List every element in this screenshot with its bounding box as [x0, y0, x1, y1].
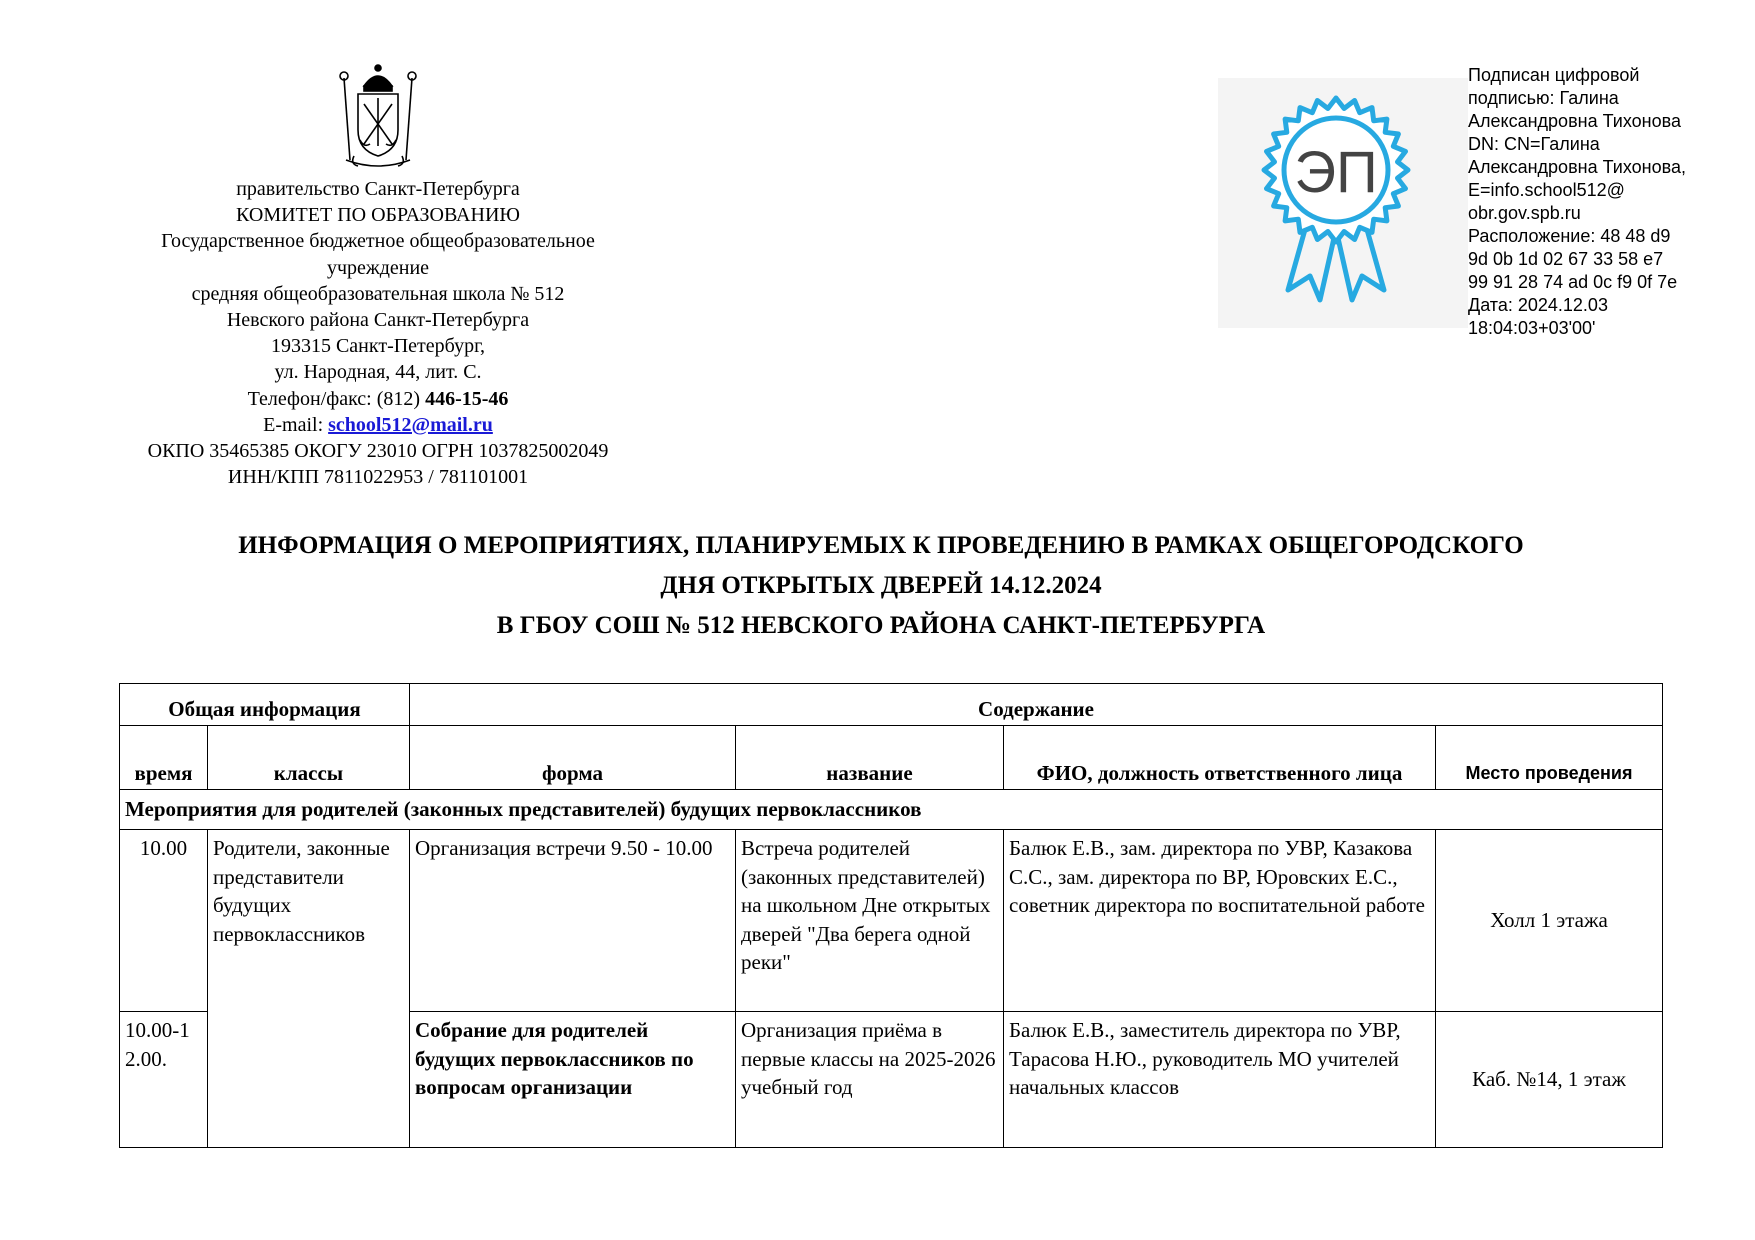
- coat-of-arms-icon: [330, 60, 426, 172]
- signature-line: Расположение: 48 48 d9: [1468, 226, 1671, 246]
- phone-label: Телефон/факс: (812): [247, 387, 426, 410]
- signature-line: Подписан цифровой: [1468, 65, 1640, 85]
- email-label: E-mail:: [263, 413, 329, 436]
- letterhead: [108, 60, 648, 490]
- signature-line: Александровна Тихонова,: [1468, 157, 1686, 177]
- document-title: [100, 526, 1662, 646]
- signature-line: подписью: Галина: [1468, 88, 1619, 108]
- cell-name: Встреча родителей (законных представителей) на школьном Дне открытых дверей "Два берега одной реки": [736, 830, 1004, 1012]
- signature-info: [1468, 64, 1738, 340]
- header-content: Содержание: [410, 684, 1663, 726]
- phone-number: 446-15-46: [425, 387, 509, 410]
- title-line-3: В ГБОУ СОШ № 512 НЕВСКОГО РАЙОНА САНКТ-ПЕТЕРБУРГА: [496, 612, 1266, 639]
- seal-label: ЭП: [1294, 140, 1378, 205]
- cell-place: Холл 1 этажа: [1436, 830, 1663, 1012]
- cell-place: Каб. №14, 1 этаж: [1436, 1012, 1663, 1148]
- phone-line: [108, 386, 648, 412]
- title-line-1: ИНФОРМАЦИЯ О МЕРОПРИЯТИЯХ, ПЛАНИРУЕМЫХ К ПРОВЕДЕНИЮ В РАМКАХ ОБЩЕГОРОДСКОГО: [238, 532, 1524, 559]
- cell-name: Организация приёма в первые классы на 2025-2026 учебный год: [736, 1012, 1004, 1148]
- signature-line: 18:04:03+03'00': [1468, 318, 1596, 338]
- registry-codes: ОКПО 35465385 ОКОГУ 23010 ОГРН 1037825002049: [147, 440, 609, 463]
- cell-form: Собрание для родителей будущих первоклассников по вопросам организации: [410, 1012, 736, 1148]
- email-link[interactable]: school512@mail.ru: [328, 413, 493, 436]
- table-row: [120, 830, 1663, 1012]
- cell-time: 10.00: [120, 830, 208, 1012]
- column-header-name: название: [736, 726, 1004, 790]
- letterhead-line: Государственное бюджетное общеобразовательное: [161, 230, 595, 253]
- column-header-row: [120, 726, 1663, 790]
- letterhead-line: средняя общеобразовательная школа № 512: [191, 282, 565, 305]
- email-line: [108, 412, 648, 438]
- signature-line: E=info.school512@: [1468, 180, 1625, 200]
- letterhead-line: ул. Народная, 44, лит. С.: [274, 361, 482, 384]
- column-header-form: форма: [410, 726, 736, 790]
- letterhead-line: 193315 Санкт-Петербург,: [270, 335, 486, 358]
- letterhead-line: Невского района Санкт-Петербурга: [226, 309, 530, 332]
- seal-rosette-icon: [1218, 78, 1468, 328]
- signature-line: DN: CN=Галина: [1468, 134, 1600, 154]
- cell-form: Организация встречи 9.50 - 10.00: [410, 830, 736, 1012]
- cell-responsible: Балюк Е.В., зам. директора по УВР, Казакова С.С., зам. директора по ВР, Юровских Е.С., советник директора по воспитательной работе: [1004, 830, 1436, 1012]
- letterhead-line: КОМИТЕТ ПО ОБРАЗОВАНИЮ: [236, 204, 520, 227]
- letterhead-line: учреждение: [326, 256, 430, 279]
- digital-signature-seal: [1218, 78, 1468, 328]
- group-header-row: [120, 684, 1663, 726]
- signature-line: 99 91 28 74 ad 0c f9 0f 7e: [1468, 272, 1678, 292]
- cell-responsible: Балюк Е.В., заместитель директора по УВР, Тарасова Н.Ю., руководитель МО учителей начальных классов: [1004, 1012, 1436, 1148]
- section-row: [120, 790, 1663, 830]
- events-table: [119, 683, 1663, 1148]
- letterhead-line: правительство Санкт-Петербурга: [236, 178, 520, 200]
- column-header-time: время: [120, 726, 208, 790]
- header-general-info: Общая информация: [120, 684, 410, 726]
- section-title: Мероприятия для родителей (законных представителей) будущих первоклассников: [120, 790, 1663, 830]
- inn-kpp: ИНН/КПП 7811022953 / 781101001: [227, 466, 529, 489]
- signature-line: Дата: 2024.12.03: [1468, 295, 1608, 315]
- signature-line: 9d 0b 1d 02 67 33 58 e7: [1468, 249, 1664, 269]
- column-header-responsible: ФИО, должность ответственного лица: [1004, 726, 1436, 790]
- cell-time: 10.00-12.00.: [120, 1012, 208, 1148]
- column-header-place: Место проведения: [1436, 726, 1663, 790]
- title-line-2: ДНЯ ОТКРЫТЫХ ДВЕРЕЙ 14.12.2024: [660, 572, 1102, 599]
- cell-classes: Родители, законные представители будущих первоклассников: [208, 830, 410, 1148]
- signature-line: Александровна Тихонова: [1468, 111, 1681, 131]
- signature-line: obr.gov.spb.ru: [1468, 203, 1581, 223]
- column-header-classes: классы: [208, 726, 410, 790]
